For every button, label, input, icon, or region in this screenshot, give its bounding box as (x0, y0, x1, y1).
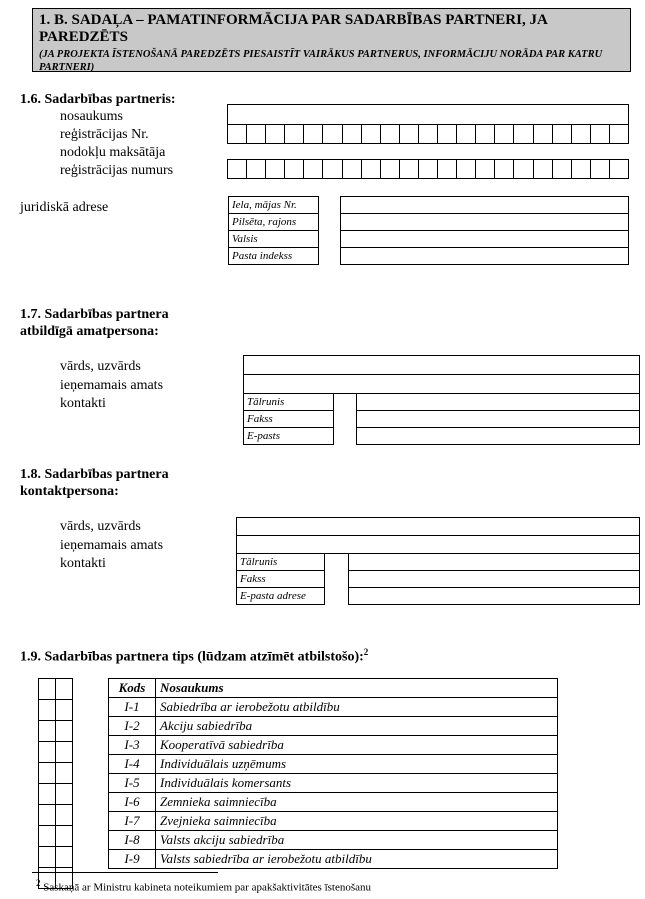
s18-name-label: vārds, uzvārds (60, 519, 141, 534)
type-name: Akciju sabiedrība (156, 717, 558, 736)
col-code-header: Kods (109, 679, 156, 698)
s18-contact-inputs (348, 553, 640, 605)
s17-contact-inputs (356, 393, 640, 445)
contact-row-label: Fakss (244, 411, 334, 428)
section-title: 1. B. SADAĻA – PAMATINFORMĀCIJA PAR SADARBĪBAS PARTNERI, JA PAREDZĒTS (39, 12, 547, 45)
s17-email-field[interactable] (357, 428, 640, 445)
type-name: Valsts akciju sabiedrība (156, 831, 558, 850)
address-row-label: Valsis (229, 231, 319, 248)
type-name: Sabiedrība ar ierobežotu atbildību (156, 698, 558, 717)
col-name-header: Nosaukums (156, 679, 558, 698)
type-checkbox[interactable] (56, 700, 73, 721)
s16-title: 1.6. Sadarbības partneris: (20, 92, 176, 107)
type-checkbox[interactable] (56, 721, 73, 742)
s18-position-field[interactable] (236, 535, 640, 554)
type-code: I-7 (109, 812, 156, 831)
s17-contacts-label: kontakti (60, 396, 106, 411)
s18-contacts-label: kontakti (60, 556, 106, 571)
s18-contact-labels (236, 553, 325, 605)
partner-name-field[interactable] (227, 104, 629, 125)
s17-phone-field[interactable] (357, 394, 640, 411)
address-country-field[interactable] (341, 231, 629, 248)
contact-row-label: E-pasta adrese (237, 588, 325, 605)
s18-title-line2: kontaktpersona: (20, 484, 119, 499)
type-checkbox[interactable] (56, 763, 73, 784)
address-label-table (228, 196, 319, 265)
section-subtitle: (JA PROJEKTA ĪSTENOŠANĀ PAREDZĒTS PIESAISTĪT VAIRĀKUS PARTNERUS, INFORMĀCIJU NORĀDA PAR KATRU PARTNERI) (39, 49, 603, 73)
contact-row-label: E-pasts (244, 428, 334, 445)
s19-title-text: 1.9. Sadarbības partnera tips (lūdzam atzīmēt atbilstošo): (20, 649, 364, 665)
s17-position-label: ieņemamais amats (60, 378, 164, 393)
type-code: I-8 (109, 831, 156, 850)
address-postcode-field[interactable] (341, 248, 629, 265)
type-name: Individuālais uzņēmums (156, 755, 558, 774)
type-checkbox[interactable] (56, 847, 73, 868)
type-code: I-2 (109, 717, 156, 736)
s17-title-line2: atbildīgā amatpersona: (20, 324, 159, 339)
footnote (36, 877, 371, 895)
type-checkbox[interactable] (56, 742, 73, 763)
s17-position-field[interactable] (243, 374, 640, 394)
type-checkbox[interactable] (39, 847, 56, 868)
s17-fax-field[interactable] (357, 411, 640, 428)
type-checkbox[interactable] (39, 679, 56, 700)
s19-title (20, 644, 368, 666)
s18-position-label: ieņemamais amats (60, 538, 164, 553)
type-checkbox[interactable] (39, 742, 56, 763)
address-row-label: Pilsēta, rajons (229, 214, 319, 231)
address-row-label: Iela, mājas Nr. (229, 197, 319, 214)
s17-title-line1: 1.7. Sadarbības partnera (20, 307, 169, 322)
type-checkbox[interactable] (56, 826, 73, 847)
type-name: Kooperatīvā sabiedrība (156, 736, 558, 755)
address-label: juridiskā adrese (20, 200, 109, 215)
address-input-table (340, 196, 629, 265)
type-code: I-6 (109, 793, 156, 812)
section-header (32, 8, 631, 72)
type-name: Zemnieka saimniecība (156, 793, 558, 812)
address-street-field[interactable] (341, 197, 629, 214)
s17-name-label: vārds, uzvārds (60, 359, 141, 374)
type-checkbox[interactable] (39, 721, 56, 742)
s18-fax-field[interactable] (349, 571, 640, 588)
type-checkbox-column (38, 678, 73, 889)
type-checkbox[interactable] (39, 805, 56, 826)
contact-row-label: Tālrunis (237, 554, 325, 571)
address-row-label: Pasta indekss (229, 248, 319, 265)
footnote-ref: 2 (363, 647, 369, 657)
type-name: Valsts sabiedrība ar ierobežotu atbildību (156, 850, 558, 869)
tax-number-cells[interactable] (227, 159, 629, 179)
s16-name-label: nosaukums (60, 109, 123, 124)
s18-email-field[interactable] (349, 588, 640, 605)
s18-title-line1: 1.8. Sadarbības partnera (20, 467, 169, 482)
type-checkbox[interactable] (39, 763, 56, 784)
footnote-divider (32, 872, 218, 873)
footnote-text: Saskaņā ar Ministru kabineta noteikumiem par apakšaktivitātes īstenošanu (43, 881, 372, 894)
partner-type-table (108, 678, 558, 869)
type-code: I-1 (109, 698, 156, 717)
s16-reg-label: reģistrācijas Nr. (60, 127, 149, 142)
s16-tax-label2: reģistrācijas numurs (60, 163, 174, 178)
type-checkbox[interactable] (56, 805, 73, 826)
contact-row-label: Fakss (237, 571, 325, 588)
type-code: I-3 (109, 736, 156, 755)
s18-name-field[interactable] (236, 517, 640, 536)
type-code: I-5 (109, 774, 156, 793)
reg-number-cells[interactable] (227, 124, 629, 144)
address-city-field[interactable] (341, 214, 629, 231)
type-code: I-4 (109, 755, 156, 774)
s17-name-field[interactable] (243, 355, 640, 375)
s18-phone-field[interactable] (349, 554, 640, 571)
type-checkbox[interactable] (56, 679, 73, 700)
type-checkbox[interactable] (56, 784, 73, 805)
type-checkbox[interactable] (39, 826, 56, 847)
type-name: Zvejnieka saimniecība (156, 812, 558, 831)
type-checkbox[interactable] (39, 784, 56, 805)
footnote-mark: 2 (36, 878, 41, 888)
type-checkbox[interactable] (39, 700, 56, 721)
s16-tax-label1: nodokļu maksātāja (60, 145, 166, 160)
contact-row-label: Tālrunis (244, 394, 334, 411)
type-code: I-9 (109, 850, 156, 869)
type-name: Individuālais komersants (156, 774, 558, 793)
s17-contact-labels (243, 393, 334, 445)
